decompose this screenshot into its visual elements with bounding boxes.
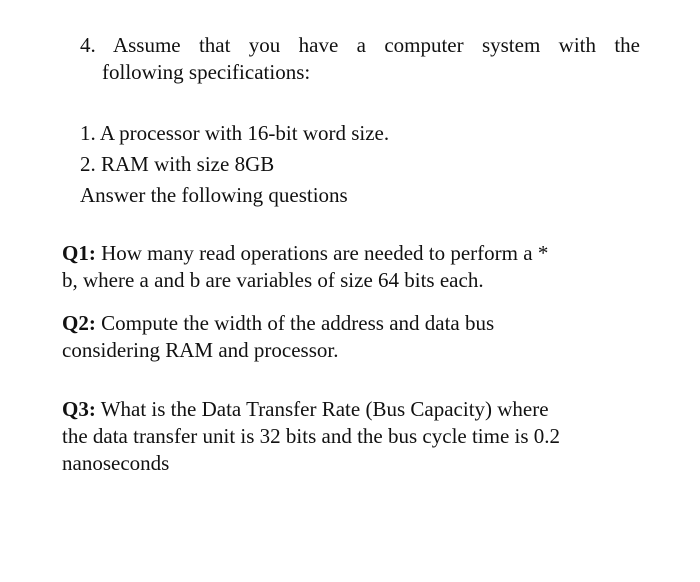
q2-text-1: Compute the width of the address and data bus [95,311,495,335]
q1-text-1: How many read operations are needed to perform a * [95,241,549,265]
q1-line-1 [62,240,632,267]
question-q3 [62,396,642,477]
q3-line-1 [62,396,642,423]
q1-label: Q1: [62,241,96,265]
heading-line-1: 4. Assume that you have a computer system with the [80,33,640,57]
q2-line-2: considering RAM and processor. [62,338,339,362]
heading-line-2: following specifications: [102,60,311,84]
spec-item-processor: 1. A processor with 16-bit word size. [80,121,390,145]
question-q2 [62,310,632,364]
question-q1 [62,240,632,294]
question-heading [80,32,640,86]
q3-text-1: What is the Data Transfer Rate (Bus Capacity) where [95,397,549,421]
q3-line-2: the data transfer unit is 32 bits and the bus cycle time is 0.2 [62,424,561,448]
q1-line-2: b, where a and b are variables of size 64 bits each. [62,268,484,292]
q2-label: Q2: [62,311,96,335]
spec-item-ram: 2. RAM with size 8GB [80,152,275,176]
specifications-list [80,118,640,211]
q2-line-1 [62,310,632,337]
instruction-text: Answer the following questions [80,183,348,207]
q3-line-3: nanoseconds [62,451,170,475]
q3-label: Q3: [62,397,96,421]
